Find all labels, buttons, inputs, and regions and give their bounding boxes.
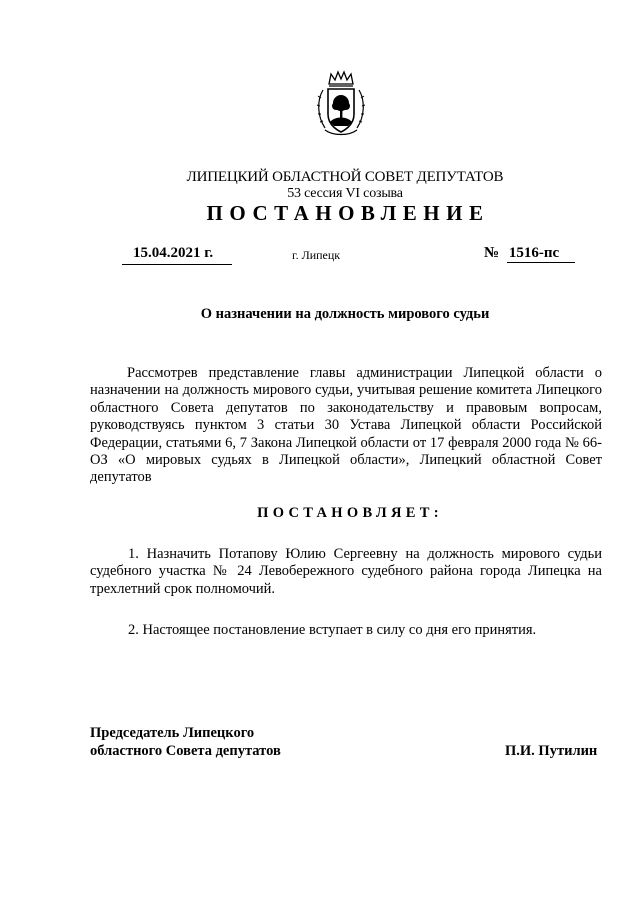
document-date: 15.04.2021 г. (122, 245, 232, 265)
organization-name: ЛИПЕЦКИЙ ОБЛАСТНОЙ СОВЕТ ДЕПУТАТОВ (186, 169, 504, 185)
decree-heading: ПОСТАНОВЛЯЕТ: (257, 505, 443, 521)
session-line: 53 сессия VI созыва (287, 186, 403, 201)
document-subject: О назначении на должность мирового судьи (200, 306, 490, 322)
document-type-title: ПОСТАНОВЛЕНИЕ (206, 201, 490, 225)
preamble-paragraph: Рассмотрев представление главы администрации Липецкой области о назначении на должность мирового судьи, учитывая решение комитета Липецкого областного Совета депутатов по законодательству и правовым вопросам, руководствуясь пунктом 3 статьи 30 Устава Липецкой области Российской Федерации, статьями 6, 7 Закона Липецкой области от 17 февраля 2000 года № 66-ОЗ «О мировых судьях в Липецкой области», Липецкий областной Совет депутатов (90, 365, 602, 486)
signatory-name: П.И. Путилин (505, 743, 598, 759)
document-number (484, 245, 575, 263)
lipetsk-coat-of-arms-icon (315, 70, 367, 138)
document-city: г. Липецк (292, 248, 341, 262)
position-line-2: областного Совета депутатов (90, 743, 281, 759)
decree-item-2: 2. Настоящее постановление вступает в силу со дня его принятия. (128, 622, 537, 638)
signatory-position (90, 724, 281, 760)
decree-item-1: 1. Назначить Потапову Юлию Сергеевну на должность мирового судьи судебного участка № 24 Левобережного судебного района города Липецка на трехлетний срок полномочий. (90, 546, 602, 597)
position-line-1: Председатель Липецкого (90, 725, 255, 741)
number-sign: № (484, 245, 500, 261)
number-value: 1516-пс (507, 245, 575, 263)
